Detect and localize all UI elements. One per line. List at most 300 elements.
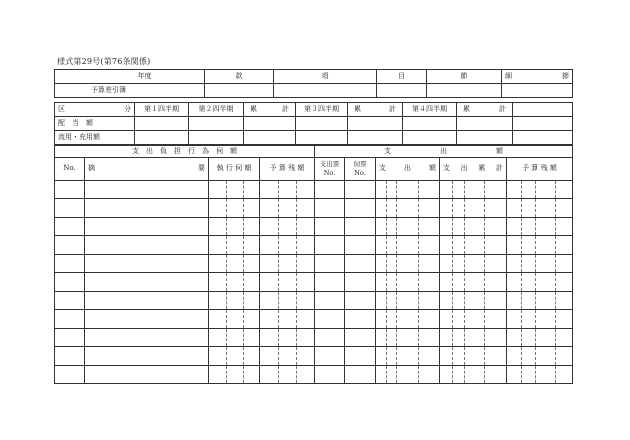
digit-separator xyxy=(396,329,397,347)
col-expense-amount: 支 出 額 xyxy=(376,157,440,180)
cell-balance[interactable] xyxy=(260,199,315,218)
digit-separator xyxy=(555,310,556,328)
cumulative-3: 累 計 xyxy=(457,102,513,116)
table-row xyxy=(55,254,573,273)
table-row xyxy=(55,347,573,366)
digit-separator xyxy=(452,236,453,254)
alloc-q4[interactable] xyxy=(403,116,457,130)
digit-separator xyxy=(484,292,485,310)
cell-no[interactable] xyxy=(55,236,85,255)
col-setsu: 節 xyxy=(427,70,502,84)
digit-separator xyxy=(484,310,485,328)
table-row xyxy=(55,365,573,384)
alloc-c2[interactable] xyxy=(348,116,403,130)
cell-exec[interactable] xyxy=(209,217,260,236)
digit-separator xyxy=(243,273,244,291)
digit-separator xyxy=(535,292,536,310)
ledger-sheet xyxy=(54,69,572,384)
digit-separator xyxy=(521,347,522,365)
cell-balance[interactable] xyxy=(260,310,315,329)
digit-separator xyxy=(396,236,397,254)
digit-separator xyxy=(296,181,297,199)
cell-summary[interactable] xyxy=(85,199,209,218)
alloc-x[interactable] xyxy=(513,116,573,130)
digit-separator xyxy=(418,199,419,217)
col-exec-amount: 執 行 伺 額 xyxy=(209,157,260,180)
digit-separator xyxy=(386,273,387,291)
digit-separator xyxy=(452,273,453,291)
cell-request[interactable] xyxy=(345,365,376,384)
digit-separator xyxy=(452,292,453,310)
digit-separator xyxy=(484,181,485,199)
digit-separator xyxy=(464,273,465,291)
cell-exec[interactable] xyxy=(209,199,260,218)
digit-separator xyxy=(296,255,297,273)
cell-summary[interactable] xyxy=(85,217,209,236)
cell-summary[interactable] xyxy=(85,180,209,199)
cell-balance[interactable] xyxy=(260,328,315,347)
table-row xyxy=(55,273,573,292)
alloc-c1[interactable] xyxy=(244,116,296,130)
cell-no[interactable] xyxy=(55,180,85,199)
cell-voucher[interactable] xyxy=(315,217,345,236)
digit-separator xyxy=(243,310,244,328)
cell-summary[interactable] xyxy=(85,310,209,329)
div-c3[interactable] xyxy=(457,130,513,144)
digit-separator xyxy=(464,292,465,310)
digit-separator xyxy=(396,181,397,199)
col-budget-balance-2: 予 算 残 額 xyxy=(507,157,573,180)
col-budget-balance: 予 算 残 額 xyxy=(260,157,315,180)
digit-separator xyxy=(484,255,485,273)
digit-separator xyxy=(484,347,485,365)
cell-exec[interactable] xyxy=(209,291,260,310)
digit-separator xyxy=(452,218,453,236)
digit-separator xyxy=(555,366,556,384)
ledger-title: 予算差引簿 xyxy=(55,84,205,98)
digit-separator xyxy=(243,255,244,273)
cell-request[interactable] xyxy=(345,328,376,347)
digit-separator xyxy=(464,236,465,254)
cell-no[interactable] xyxy=(55,347,85,366)
cell-voucher[interactable] xyxy=(315,273,345,292)
col-kou: 項 xyxy=(274,70,377,84)
digit-separator xyxy=(418,255,419,273)
col-voucher-no: 支出票 No. xyxy=(315,157,345,180)
digit-separator xyxy=(464,218,465,236)
alloc-q2[interactable] xyxy=(189,116,244,130)
digit-separator xyxy=(386,292,387,310)
cumulative-1: 累 計 xyxy=(244,102,296,116)
div-q4[interactable] xyxy=(403,130,457,144)
digit-separator xyxy=(296,310,297,328)
digit-separator xyxy=(396,310,397,328)
cell-expense[interactable] xyxy=(376,291,440,310)
digit-separator xyxy=(418,181,419,199)
digit-separator xyxy=(396,255,397,273)
cell-request[interactable] xyxy=(345,199,376,218)
cell-balance2[interactable] xyxy=(507,217,573,236)
digit-separator xyxy=(386,236,387,254)
digit-separator xyxy=(226,329,227,347)
digit-separator xyxy=(521,310,522,328)
col-expense-cumulative: 支 出 累 計 xyxy=(440,157,507,180)
digit-separator xyxy=(243,199,244,217)
digit-separator xyxy=(555,292,556,310)
cell-balance2[interactable] xyxy=(507,365,573,384)
cell-no[interactable] xyxy=(55,310,85,329)
cell-request[interactable] xyxy=(345,310,376,329)
digit-separator xyxy=(418,366,419,384)
cell-voucher[interactable] xyxy=(315,291,345,310)
digit-separator xyxy=(226,255,227,273)
div-c1[interactable] xyxy=(244,130,296,144)
cell-cumulative[interactable] xyxy=(440,180,507,199)
digit-separator xyxy=(464,366,465,384)
digit-separator xyxy=(418,218,419,236)
cell-expense[interactable] xyxy=(376,365,440,384)
div-q1[interactable] xyxy=(135,130,189,144)
cell-voucher[interactable] xyxy=(315,236,345,255)
digit-separator xyxy=(386,181,387,199)
cell-voucher[interactable] xyxy=(315,254,345,273)
table-row xyxy=(55,180,573,199)
div-x[interactable] xyxy=(513,130,573,144)
table-row xyxy=(55,310,573,329)
cell-balance2[interactable] xyxy=(507,254,573,273)
cell-balance[interactable] xyxy=(260,217,315,236)
digit-separator xyxy=(535,199,536,217)
cell-balance2[interactable] xyxy=(507,347,573,366)
val-kou[interactable] xyxy=(274,84,377,98)
digit-separator xyxy=(243,292,244,310)
val-moku[interactable] xyxy=(377,84,427,98)
cell-no[interactable] xyxy=(55,328,85,347)
col-kan: 款 xyxy=(205,70,274,84)
cell-balance[interactable] xyxy=(260,273,315,292)
cell-cumulative[interactable] xyxy=(440,291,507,310)
digit-separator xyxy=(555,181,556,199)
table-row xyxy=(55,217,573,236)
cumulative-2: 累 計 xyxy=(348,102,403,116)
digit-separator xyxy=(278,255,279,273)
digit-separator xyxy=(386,366,387,384)
cell-voucher[interactable] xyxy=(315,365,345,384)
cell-exec[interactable] xyxy=(209,254,260,273)
digit-separator xyxy=(452,255,453,273)
digit-separator xyxy=(296,236,297,254)
digit-separator xyxy=(296,218,297,236)
digit-separator xyxy=(464,310,465,328)
cell-exec[interactable] xyxy=(209,347,260,366)
digit-separator xyxy=(464,199,465,217)
cell-no[interactable] xyxy=(55,199,85,218)
quarter-2: 第２四半期 xyxy=(189,102,244,116)
digit-separator xyxy=(386,199,387,217)
table-row xyxy=(55,199,573,218)
digit-separator xyxy=(278,347,279,365)
cell-no[interactable] xyxy=(55,273,85,292)
digit-separator xyxy=(418,310,419,328)
cell-request[interactable] xyxy=(345,347,376,366)
digit-separator xyxy=(243,181,244,199)
cell-no[interactable] xyxy=(55,217,85,236)
cell-cumulative[interactable] xyxy=(440,328,507,347)
cell-request[interactable] xyxy=(345,180,376,199)
digit-separator xyxy=(396,218,397,236)
cell-expense[interactable] xyxy=(376,217,440,236)
cell-expense[interactable] xyxy=(376,236,440,255)
digit-separator xyxy=(418,329,419,347)
digit-separator xyxy=(535,255,536,273)
cell-balance[interactable] xyxy=(260,291,315,310)
cell-exec[interactable] xyxy=(209,236,260,255)
cell-expense[interactable] xyxy=(376,347,440,366)
cell-voucher[interactable] xyxy=(315,347,345,366)
digit-separator xyxy=(386,329,387,347)
digit-separator xyxy=(396,273,397,291)
digit-separator xyxy=(452,181,453,199)
digit-separator xyxy=(521,218,522,236)
digit-separator xyxy=(418,347,419,365)
cell-request[interactable] xyxy=(345,217,376,236)
alloc-q3[interactable] xyxy=(296,116,348,130)
cell-request[interactable] xyxy=(345,291,376,310)
cell-balance2[interactable] xyxy=(507,291,573,310)
cell-balance[interactable] xyxy=(260,365,315,384)
col-saisetsu: 細 節 xyxy=(502,70,573,84)
table-row xyxy=(55,291,573,310)
cell-summary[interactable] xyxy=(85,273,209,292)
cell-request[interactable] xyxy=(345,236,376,255)
cell-summary[interactable] xyxy=(85,291,209,310)
digit-separator xyxy=(555,329,556,347)
group-expenditure: 支 出 額 xyxy=(315,145,573,157)
digit-separator xyxy=(386,347,387,365)
val-saisetsu[interactable] xyxy=(502,84,573,98)
div-q2[interactable] xyxy=(189,130,244,144)
digit-separator xyxy=(243,347,244,365)
cell-no[interactable] xyxy=(55,365,85,384)
digit-separator xyxy=(484,236,485,254)
digit-separator xyxy=(296,199,297,217)
col-moku: 目 xyxy=(377,70,427,84)
division-label: 区 分 xyxy=(55,102,135,116)
cell-no[interactable] xyxy=(55,291,85,310)
cell-voucher[interactable] xyxy=(315,180,345,199)
form-title: 様式第29号(第76条関係) xyxy=(57,57,151,66)
cell-balance[interactable] xyxy=(260,180,315,199)
col-request-no: 伺票 No. xyxy=(345,157,376,180)
quarter-4: 第４四半期 xyxy=(403,102,457,116)
val-setsu[interactable] xyxy=(427,84,502,98)
digit-separator xyxy=(535,236,536,254)
digit-separator xyxy=(521,236,522,254)
digit-separator xyxy=(535,181,536,199)
cell-cumulative[interactable] xyxy=(440,347,507,366)
val-kan[interactable] xyxy=(205,84,274,98)
digit-separator xyxy=(521,199,522,217)
row-allocated: 配 当 額 xyxy=(55,116,135,130)
cell-exec[interactable] xyxy=(209,180,260,199)
digit-separator xyxy=(226,366,227,384)
cell-balance2[interactable] xyxy=(507,328,573,347)
cell-exec[interactable] xyxy=(209,365,260,384)
cell-cumulative[interactable] xyxy=(440,254,507,273)
cell-no[interactable] xyxy=(55,254,85,273)
digit-separator xyxy=(418,273,419,291)
col-summary: 摘 要 xyxy=(85,157,209,180)
cell-balance2[interactable] xyxy=(507,310,573,329)
cell-cumulative[interactable] xyxy=(440,199,507,218)
digit-separator xyxy=(535,218,536,236)
digit-separator xyxy=(296,292,297,310)
digit-separator xyxy=(521,255,522,273)
alloc-c3[interactable] xyxy=(457,116,513,130)
digit-separator xyxy=(555,347,556,365)
digit-separator xyxy=(464,329,465,347)
digit-separator xyxy=(243,218,244,236)
digit-separator xyxy=(555,255,556,273)
digit-separator xyxy=(278,199,279,217)
quarter-1: 第１四半期 xyxy=(135,102,189,116)
cell-balance[interactable] xyxy=(260,347,315,366)
group-commitment: 支 出 負 担 行 為 伺 額 xyxy=(55,145,315,157)
digit-separator xyxy=(226,218,227,236)
digit-separator xyxy=(535,347,536,365)
digit-separator xyxy=(484,273,485,291)
digit-separator xyxy=(278,292,279,310)
cell-cumulative[interactable] xyxy=(440,310,507,329)
cell-exec[interactable] xyxy=(209,328,260,347)
digit-separator xyxy=(452,329,453,347)
digit-separator xyxy=(278,181,279,199)
cell-cumulative[interactable] xyxy=(440,273,507,292)
digit-separator xyxy=(386,255,387,273)
transactions-table xyxy=(54,145,573,385)
cell-request[interactable] xyxy=(345,254,376,273)
digit-separator xyxy=(278,236,279,254)
cell-balance2[interactable] xyxy=(507,199,573,218)
digit-separator xyxy=(464,255,465,273)
cell-expense[interactable] xyxy=(376,199,440,218)
transaction-rows xyxy=(55,180,573,384)
digit-separator xyxy=(521,181,522,199)
table-row xyxy=(55,236,573,255)
year-cell: 年度 xyxy=(55,70,205,84)
digit-separator xyxy=(535,366,536,384)
alloc-q1[interactable] xyxy=(135,116,189,130)
digit-separator xyxy=(296,329,297,347)
digit-separator xyxy=(226,199,227,217)
cell-summary[interactable] xyxy=(85,236,209,255)
table-row xyxy=(55,328,573,347)
cell-exec[interactable] xyxy=(209,310,260,329)
digit-separator xyxy=(296,347,297,365)
digit-separator xyxy=(396,366,397,384)
cell-exec[interactable] xyxy=(209,273,260,292)
cell-cumulative[interactable] xyxy=(440,217,507,236)
digit-separator xyxy=(555,199,556,217)
allocation-table xyxy=(54,102,573,145)
digit-separator xyxy=(396,199,397,217)
div-q3[interactable] xyxy=(296,130,348,144)
digit-separator xyxy=(452,366,453,384)
digit-separator xyxy=(484,329,485,347)
cell-summary[interactable] xyxy=(85,347,209,366)
digit-separator xyxy=(535,310,536,328)
digit-separator xyxy=(386,310,387,328)
digit-separator xyxy=(484,218,485,236)
digit-separator xyxy=(396,347,397,365)
digit-separator xyxy=(452,347,453,365)
digit-separator xyxy=(243,236,244,254)
digit-separator xyxy=(555,218,556,236)
digit-separator xyxy=(386,218,387,236)
digit-separator xyxy=(296,366,297,384)
blank-head xyxy=(513,102,573,116)
cell-request[interactable] xyxy=(345,273,376,292)
cell-cumulative[interactable] xyxy=(440,365,507,384)
cell-summary[interactable] xyxy=(85,365,209,384)
cell-voucher[interactable] xyxy=(315,328,345,347)
cell-balance[interactable] xyxy=(260,236,315,255)
digit-separator xyxy=(243,329,244,347)
cell-voucher[interactable] xyxy=(315,199,345,218)
header-table xyxy=(54,69,573,98)
digit-separator xyxy=(226,347,227,365)
cell-expense[interactable] xyxy=(376,310,440,329)
cell-expense[interactable] xyxy=(376,328,440,347)
digit-separator xyxy=(418,292,419,310)
digit-separator xyxy=(464,181,465,199)
cell-balance2[interactable] xyxy=(507,236,573,255)
cell-balance2[interactable] xyxy=(507,180,573,199)
digit-separator xyxy=(278,218,279,236)
digit-separator xyxy=(226,236,227,254)
digit-separator xyxy=(484,366,485,384)
digit-separator xyxy=(243,366,244,384)
div-c2[interactable] xyxy=(348,130,403,144)
cell-cumulative[interactable] xyxy=(440,236,507,255)
digit-separator xyxy=(535,273,536,291)
digit-separator xyxy=(418,236,419,254)
row-diverted: 流用・充用額 xyxy=(55,130,135,144)
cell-balance[interactable] xyxy=(260,254,315,273)
digit-separator xyxy=(278,273,279,291)
digit-separator xyxy=(555,236,556,254)
digit-separator xyxy=(464,347,465,365)
digit-separator xyxy=(484,199,485,217)
cell-voucher[interactable] xyxy=(315,310,345,329)
digit-separator xyxy=(452,310,453,328)
digit-separator xyxy=(396,292,397,310)
digit-separator xyxy=(521,329,522,347)
cell-expense[interactable] xyxy=(376,180,440,199)
digit-separator xyxy=(521,366,522,384)
digit-separator xyxy=(452,199,453,217)
digit-separator xyxy=(226,292,227,310)
digit-separator xyxy=(278,310,279,328)
digit-separator xyxy=(226,273,227,291)
cell-summary[interactable] xyxy=(85,328,209,347)
cell-expense[interactable] xyxy=(376,273,440,292)
digit-separator xyxy=(278,329,279,347)
cell-expense[interactable] xyxy=(376,254,440,273)
digit-separator xyxy=(535,329,536,347)
cell-balance2[interactable] xyxy=(507,273,573,292)
cell-summary[interactable] xyxy=(85,254,209,273)
